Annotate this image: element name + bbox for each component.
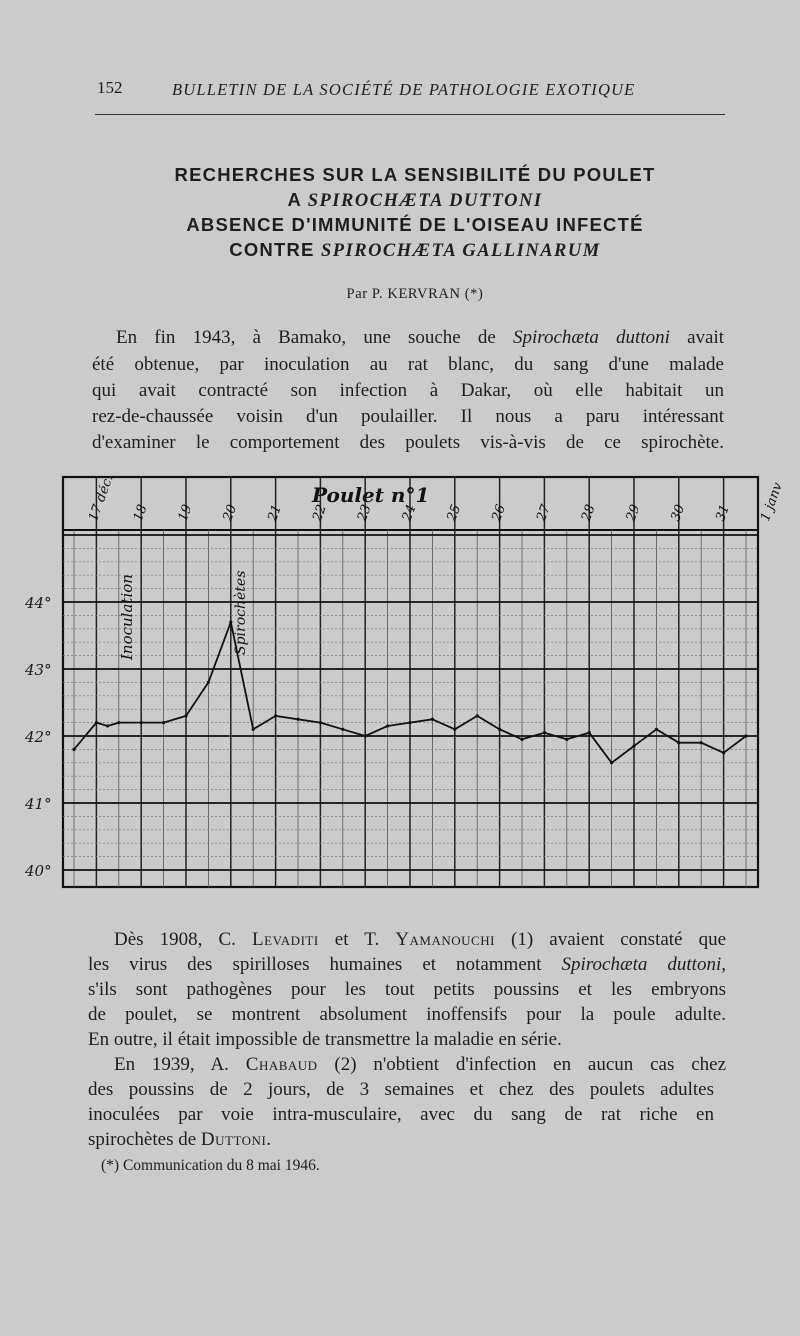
day-label: 1 janv: [758, 480, 786, 524]
temperature-point: [431, 718, 434, 721]
temperature-point: [341, 728, 344, 731]
author-duttoni: Duttoni.: [200, 1129, 272, 1150]
day-label: 27: [534, 502, 554, 524]
paragraph-2-line-5: En outre, il était impossible de transmettre la maladie en série.: [88, 1029, 562, 1050]
temperature-point: [184, 714, 187, 717]
day-label: 23: [354, 502, 375, 524]
temperature-point: [632, 744, 635, 747]
day-label: 28: [578, 502, 599, 524]
paragraph-3-line-3: inoculées par voie intra-musculaire, avec du sang de rat riche en: [88, 1104, 714, 1125]
title-line-4-prefix: CONTRE: [229, 239, 315, 260]
paragraph-2-line-2: [88, 953, 726, 977]
paragraph-3-line-1: [114, 1053, 726, 1077]
running-head: BULLETIN DE LA SOCIÉTÉ DE PATHOLOGIE EXOTIQUE: [172, 80, 636, 99]
temperature-point: [408, 721, 411, 724]
day-label: 31: [713, 502, 734, 524]
byline: Par P. KERVRAN (*): [346, 286, 484, 302]
temperature-point: [106, 724, 109, 727]
temperature-point: [476, 714, 479, 717]
temperature-point: [543, 731, 546, 734]
p1-species: Spirochæta duttoni: [513, 327, 670, 348]
temperature-point: [386, 724, 389, 727]
temperature-point: [498, 728, 501, 731]
paragraph-1-line-4: rez-de-chaussée voisin d'un poulailler. Il nous a paru intéressant: [92, 406, 724, 427]
author-yamanouchi: Yamanouchi: [395, 929, 495, 950]
p2-text-c: et T.: [334, 929, 380, 950]
temperature-point: [207, 681, 210, 684]
p2-species: Spirochæta duttoni,: [561, 954, 726, 975]
paragraph-2-line-3: s'ils sont pathogènes pour les tout petits poussins et les embryons: [88, 979, 726, 1000]
temperature-point: [229, 621, 232, 624]
title-species-duttoni: SPIROCHÆTA DUTTONI: [307, 191, 543, 211]
y-tick-label: 40°: [25, 862, 52, 880]
p3-line4-text: spirochètes de: [88, 1129, 197, 1150]
temperature-point: [296, 718, 299, 721]
temperature-point: [252, 728, 255, 731]
y-tick-label: 42°: [25, 728, 52, 746]
day-label: 17 déc.: [86, 473, 117, 524]
p2-text-a: Dès 1908, C.: [114, 929, 236, 950]
temperature-point: [677, 741, 680, 744]
temperature-point: [274, 714, 277, 717]
chart-title: Poulet n°1: [312, 483, 430, 507]
temperature-point: [72, 748, 75, 751]
annotation-inoculation: Inoculation: [118, 574, 136, 660]
day-label: 18: [130, 502, 151, 524]
temperature-point: [117, 721, 120, 724]
temperature-point: [610, 761, 613, 764]
paragraph-1-line-5: d'examiner le comportement des poulets vis-à-vis de ce spirochète.: [92, 432, 724, 453]
temperature-point: [364, 734, 367, 737]
title-line-3: ABSENCE D'IMMUNITÉ DE L'OISEAU INFECTÉ: [186, 214, 644, 235]
paragraph-3-line-4: [88, 1128, 272, 1152]
temperature-point: [655, 728, 658, 731]
temperature-point: [700, 741, 703, 744]
y-tick-label: 43°: [25, 661, 52, 679]
paragraph-1-line-2: été obtenue, par inoculation au rat blanc, du sang d'une malade: [92, 354, 724, 375]
temperature-point: [588, 731, 591, 734]
day-label: 29: [623, 502, 644, 524]
p2-line2-text: les virus des spirilloses humaines et notamment: [88, 954, 542, 975]
day-label: 21: [265, 502, 286, 524]
temperature-point: [722, 751, 725, 754]
paragraph-3-line-2: des poussins de 2 jours, de 3 semaines et chez des poulets adultes: [88, 1079, 714, 1100]
temperature-point: [162, 721, 165, 724]
day-label: 25: [444, 502, 465, 524]
title-line-2-prefix: A: [287, 189, 302, 210]
temperature-point: [319, 721, 322, 724]
y-tick-label: 41°: [25, 795, 52, 813]
paragraph-2-line-1: [114, 928, 726, 952]
footnote: (*) Communication du 8 mai 1946.: [101, 1157, 320, 1174]
temperature-point: [520, 738, 523, 741]
p1-text-a: En fin 1943, à Bamako, une souche de: [116, 327, 496, 348]
title-species-gallinarum: SPIROCHÆTA GALLINARUM: [320, 241, 601, 261]
p2-text-e: (1) avaient constaté que: [511, 929, 727, 950]
paragraph-1-line-3: qui avait contracté son infection à Dakar, où elle habitait un: [92, 380, 724, 401]
annotation-spirochetes: Spirochètes: [233, 570, 249, 655]
day-label: 20: [220, 502, 241, 524]
temperature-point: [95, 721, 98, 724]
temperature-point: [140, 721, 143, 724]
page-number: 152: [97, 78, 123, 97]
title-line-1: RECHERCHES SUR LA SENSIBILITÉ DU POULET: [174, 164, 656, 185]
temperature-point: [565, 738, 568, 741]
day-label: 24: [399, 502, 420, 524]
day-label: 19: [175, 502, 196, 524]
paragraph-2-line-4: de poulet, se montrent absolument inoffensifs pour la poule adulte.: [88, 1004, 726, 1025]
p3-text-c: (2) n'obtient d'infection en aucun cas chez: [334, 1054, 726, 1075]
day-label: 22: [310, 502, 330, 524]
y-tick-label: 44°: [25, 594, 52, 612]
author-levaditi: Levaditi: [252, 929, 319, 950]
temperature-point: [744, 734, 747, 737]
day-label: 30: [668, 502, 689, 524]
day-label: 26: [489, 502, 510, 524]
p3-text-a: En 1939, A.: [114, 1054, 229, 1075]
p1-text-c: avait: [687, 327, 725, 348]
temperature-point: [453, 728, 456, 731]
author-chabaud: Chabaud: [245, 1054, 318, 1075]
